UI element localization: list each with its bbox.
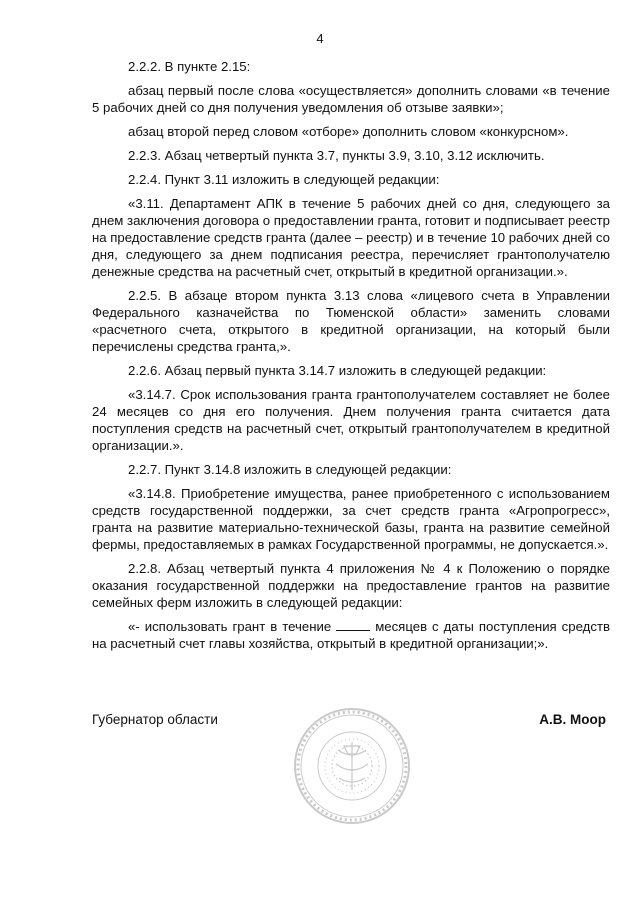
document-body: [92, 58, 610, 659]
paragraph-2-2-5: 2.2.5. В абзаце втором пункта 3.13 слова «лицевого счета в Управлении Федерального казначейства по Тюменской области» заменить словами «расчетного счета, открытого в кредитной организации, на который были перечислены средства гранта,».: [92, 288, 610, 354]
grant-usage-text-start: «- использовать грант в течение: [128, 619, 337, 634]
signature-name: А.В. Моор: [539, 712, 606, 727]
paragraph-2-2-8: 2.2.8. Абзац четвертый пункта 4 приложения № 4 к Положению о порядке оказания государственной поддержки на предоставление грантов на развитие семейных ферм изложить в следующей редакции:: [92, 561, 610, 610]
paragraph-3-14-8-quote: «3.14.8. Приобретение имущества, ранее приобретенного с использованием средств государственной поддержки, за счет средств гранта «Агропрогресс», гранта на развитие материально-технической базы, гранта на развитие семейной фермы, предоставляемых в рамках Государственной программы, не допускается.».: [92, 486, 610, 552]
paragraph-3-14-7-quote: «3.14.7. Срок использования гранта грантополучателем составляет не более 24 месяцев со дня его получения. Днем получения гранта считается дата поступления средств на расчетный счет, открытый грантополучателем в кредитной организации.».: [92, 387, 610, 453]
page-number: 4: [316, 31, 324, 46]
paragraph-3-11-quote: «3.11. Департамент АПК в течение 5 рабочих дней со дня, следующего за днем заключения договора о предоставлении гранта, готовит и подписывает реестр на предоставление средств гранта (далее – реестр) и в течение 10 рабочих дней со дня, следующего за днем подписания реестра, перечисляет грантополучателю денежные средства на расчетный счет, открытый в кредитной организации.».: [92, 196, 610, 279]
blank-line: [336, 619, 370, 631]
grant-usage-text-end: месяцев с даты поступления средств на расчетный счет главы хозяйства, открытый в кредитной организации;».: [92, 619, 610, 651]
paragraph-second-abzac: абзац второй перед словом «отборе» дополнить словом «конкурсном».: [128, 124, 569, 139]
official-seal-icon: [292, 706, 412, 826]
paragraph-2-2-6: 2.2.6. Абзац первый пункта 3.14.7 изложить в следующей редакции:: [128, 363, 547, 378]
paragraph-2-2-2: 2.2.2. В пункте 2.15:: [128, 59, 251, 74]
paragraph-grant-usage-quote: [92, 618, 610, 652]
paragraph-first-abzac: абзац первый после слова «осуществляется» дополнить словами «в течение 5 рабочих дней со дня получения уведомления об отзыве заявки»;: [92, 83, 610, 115]
signature-title: Губернатор области: [92, 712, 218, 727]
paragraph-2-2-4: 2.2.4. Пункт 3.11 изложить в следующей редакции:: [128, 172, 440, 187]
paragraph-2-2-3: 2.2.3. Абзац четвертый пункта 3.7, пункты 3.9, 3.10, 3.12 исключить.: [128, 148, 545, 163]
paragraph-2-2-7: 2.2.7. Пункт 3.14.8 изложить в следующей редакции:: [128, 462, 452, 477]
